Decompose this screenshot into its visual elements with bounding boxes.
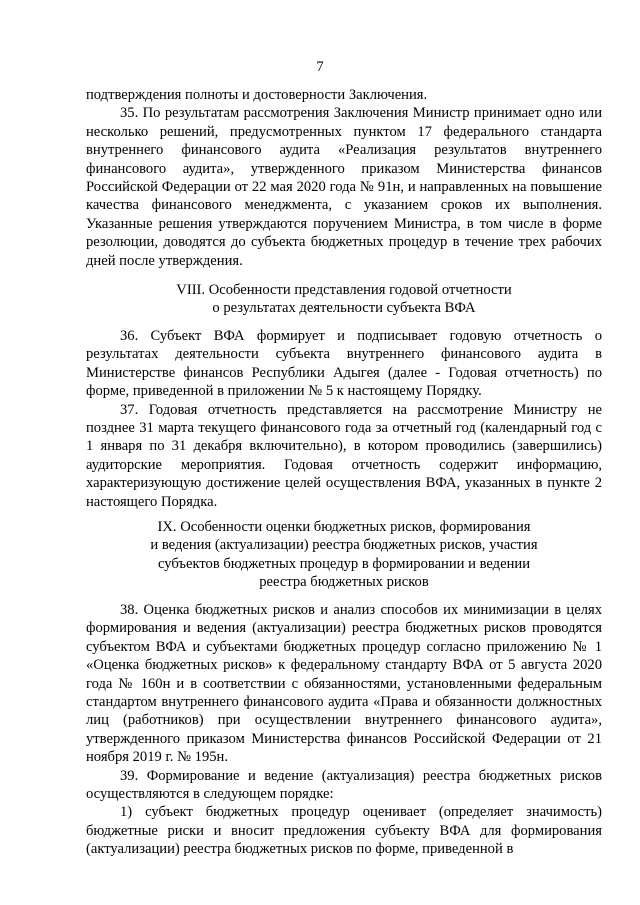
text-block-2 <box>86 327 602 511</box>
paragraph-38: 38. Оценка бюджетных рисков и анализ способов их минимизации в целях формирования и ведения (актуализации) реестра бюджетных рисков проводятся субъектом ВФА и субъектами бюджетных процедур согласно приложению № 1 «Оценка бюджетных рисков» к федеральному стандарту ВФА от 5 августа 2020 года № 160н и в соответствии с обязанностями, установленными федеральным стандартом внутреннего финансового аудита «Права и обязанности должностных лиц (работников) при осуществлении внутреннего финансового аудита», утвержденного приказом Министерства финансов Российской Федерации от 21 ноября 2019 г. № 195н. <box>86 602 602 766</box>
heading-9-line-1: IX. Особенности оценки бюджетных рисков, формирования <box>157 519 531 535</box>
paragraph-continuation: подтверждения полноты и достоверности Заключения. <box>86 87 428 103</box>
paragraph-35: 35. По результатам рассмотрения Заключения Министр принимает одно или несколько решений, предусмотренных пунктом 17 федерального стандарта внутреннего финансового аудита «Реализация результатов внутреннего финансового аудита», утвержденного приказом Министерства финансов Российской Федерации от 22 мая 2020 года № 91н, и направленных на повышение качества финансового менеджмента, с указанием сроков их выполнения. Указанные решения утверждаются поручением Министра, в том числе в форме резолюции, доводятся до субъекта бюджетных процедур в течение трех рабочих дней после утверждения. <box>86 105 602 269</box>
paragraph-36: 36. Субъект ВФА формирует и подписывает годовую отчетность о результатах деятельности субъекта внутреннего финансового аудита в Министерстве финансов Республики Адыгея (далее - Годовая отчетность) по форме, приведенной в приложении № 5 к настоящему Порядку. <box>86 328 602 400</box>
heading-8-line-1: VIII. Особенности представления годовой отчетности <box>176 282 512 298</box>
paragraph-39-1: 1) субъект бюджетных процедур оценивает (определяет значимость) бюджетные риски и вносит предложения субъекту ВФА для формирования (актуализации) реестра бюджетных рисков по форме, приведенной в <box>86 804 602 858</box>
section-heading-9 <box>86 518 602 592</box>
heading-9-line-3: субъектов бюджетных процедур в формировании и ведении <box>157 555 531 572</box>
page-number: 7 <box>316 59 324 75</box>
paragraph-37: 37. Годовая отчетность представляется на рассмотрение Министру не позднее 31 марта текущего финансового года за отчетный год (календарный год с 1 января по 31 декабря включительно), в котором проводились (завершились) аудиторские мероприятия. Годовая отчетность содержит информацию, характеризующую достижение целей осуществления ВФА, указанных в пункте 2 настоящего Порядка. <box>86 401 602 510</box>
text-block-3 <box>86 601 602 859</box>
heading-9-line-4: реестра бюджетных рисков <box>259 574 429 591</box>
section-heading-8 <box>86 281 602 318</box>
text-block-1 <box>86 86 602 270</box>
heading-9-line-2: и ведения (актуализации) реестра бюджетных рисков, участия <box>150 537 538 554</box>
paragraph-39: 39. Формирование и ведение (актуализация) реестра бюджетных рисков осуществляются в следующем порядке: <box>86 767 602 803</box>
heading-8-line-2: о результатах деятельности субъекта ВФА <box>212 300 476 317</box>
